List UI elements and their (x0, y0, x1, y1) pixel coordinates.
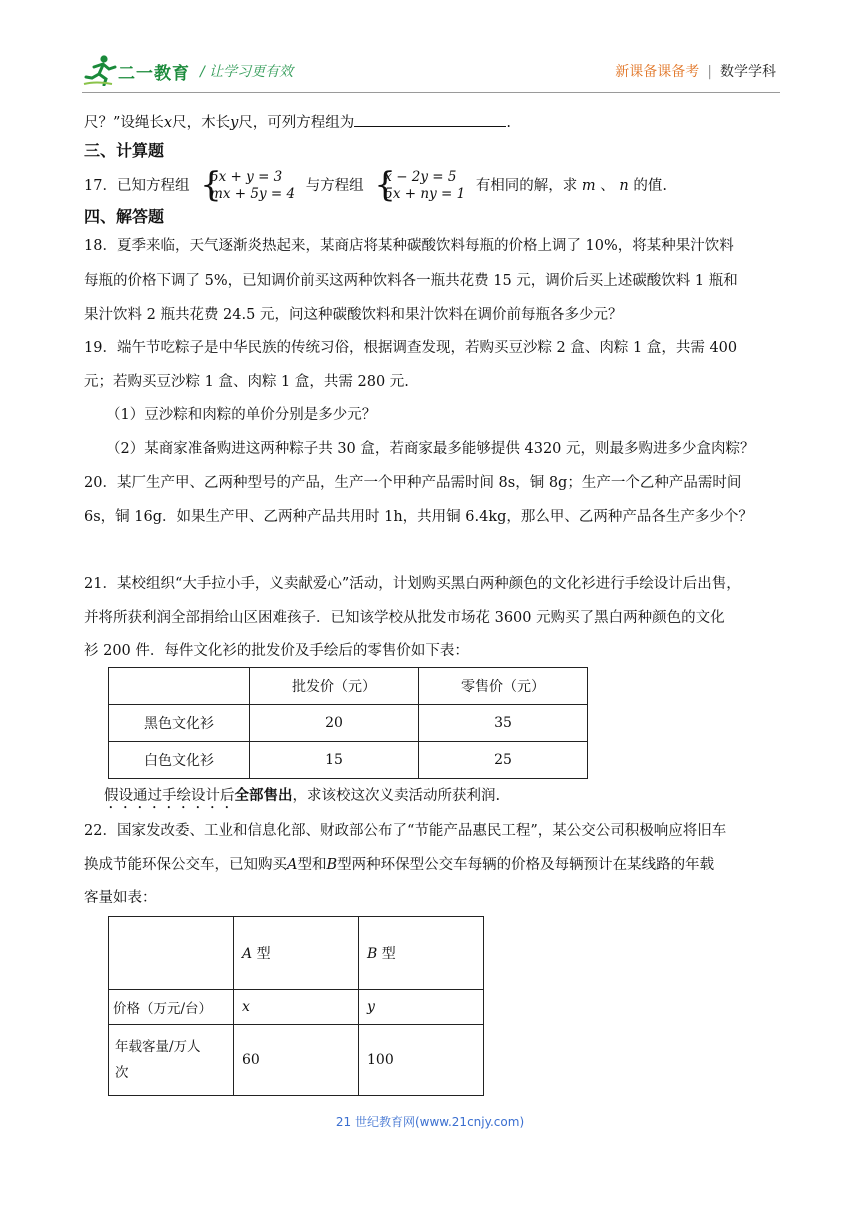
q19-line: 19．端午节吃粽子是中华民族的传统习俗，根据调查发现，若购买豆沙粽 2 盒、肉粽 1 盒，共需 400 (84, 340, 738, 356)
q16-text-2: 尺，木长 (172, 115, 231, 131)
table-cell (109, 917, 234, 990)
q17-comma: 、 (600, 178, 615, 194)
brace-icon: { (200, 165, 222, 205)
table-cell: 价格（万元/台） (109, 990, 234, 1025)
equation: 5x + y = 3 (210, 169, 283, 185)
cell-text: 型 (377, 946, 396, 962)
logo-text: 二一教育 (118, 64, 190, 84)
var-b: B (326, 857, 338, 873)
q17-mid: 与方程组 (305, 178, 364, 194)
q17 (84, 165, 667, 205)
q20-line: 6s，铜 16g．如果生产甲、乙两种产品共用时 1h，共用铜 6.4kg，那么甲、乙两种产品各生产多少个？ (84, 509, 753, 525)
page-footer[interactable]: 21 世纪教育网(www.21cnjy.com) (335, 1115, 525, 1129)
table-cell: 白色文化衫 (109, 742, 250, 779)
header-subject-label: 数学学科 (720, 64, 776, 80)
q19-subquestion: （1）豆沙粽和肉粽的单价分别是多少元？ (106, 407, 377, 423)
q17-lead: 17．已知方程组 (84, 178, 190, 194)
q22-line: 客量如表： (84, 890, 157, 906)
q21-question-text: 假设通过手绘设计后 (104, 788, 235, 804)
q22-text: 型两种环保型公交车每辆的价格及每辆预计在某线路的年载 (337, 857, 715, 873)
bus-table (108, 916, 484, 1096)
q17-end: 的值. (633, 178, 667, 194)
equation-system-2 (374, 165, 466, 205)
cell-text: 次 (115, 1065, 129, 1081)
table-row (109, 705, 588, 742)
price-table (108, 667, 588, 779)
q16-text-1: 尺？”设绳长 (84, 115, 164, 131)
table-header-row (109, 917, 484, 990)
equation-system-1 (200, 165, 296, 205)
table-cell: 35 (419, 705, 588, 742)
q16-tail (84, 112, 511, 133)
q16-text-4: . (506, 115, 511, 131)
page-header (82, 52, 782, 92)
table-row (109, 1025, 484, 1096)
q21-line: 并将所获利润全部捐给山区困难孩子．已知该学校从批发市场花 3600 元购买了黑白两种颜色的文化 (84, 610, 725, 626)
q22-text: 型和 (297, 857, 327, 873)
answer-blank[interactable] (354, 112, 506, 127)
q21-bold-text: 全部售出 (234, 788, 293, 804)
q18-line: 每瓶的价格下调了 5%，已知调价前买这两种饮料各一瓶共花费 15 元，调价后买上述碳酸饮料 1 瓶和 (84, 273, 738, 289)
table-cell (109, 1025, 234, 1096)
section-title-4: 四、解答题 (84, 207, 165, 226)
var-x: x (242, 999, 250, 1015)
q18-line: 18．夏季来临，天气逐渐炎热起来，某商店将某种碳酸饮料每瓶的价格上调了 10%，将某种果汁饮料 (84, 238, 734, 254)
table-cell: 20 (250, 705, 419, 742)
equation: x − 2y = 5 (384, 169, 457, 185)
q22-line (84, 855, 714, 875)
var-a: A (242, 946, 253, 962)
q17-tail: 有相同的解，求 (475, 178, 578, 194)
header-subject (615, 61, 776, 81)
table-cell: 15 (250, 742, 419, 779)
q16-text-3: 尺，可列方程组为 (238, 115, 355, 131)
table-cell: 黑色文化衫 (109, 705, 250, 742)
q21-line: 21．某校组织“大手拉小手，义卖献爱心”活动，计划购买黑白两种颜色的文化衫进行手绘设计后出售， (84, 576, 741, 592)
var-a: A (287, 857, 298, 873)
q21-line: 衫 200 件．每件文化衫的批发价及手绘后的零售价如下表： (84, 643, 469, 659)
table-cell: 零售价（元） (419, 668, 588, 705)
cell-text: 型 (252, 946, 271, 962)
var-m: m (581, 178, 596, 194)
cell-text: 年载客量/万人 (115, 1039, 201, 1055)
equation: 5x + ny = 1 (384, 186, 466, 202)
table-cell: 100 (359, 1025, 484, 1096)
table-row (109, 742, 588, 779)
brace-icon: { (374, 165, 396, 205)
slogan: / 让学习更有效 (200, 64, 294, 80)
header-course-label: 新课备课备考 (615, 64, 700, 80)
var-b: B (367, 946, 378, 962)
var-y: y (230, 115, 239, 131)
table-cell: 25 (419, 742, 588, 779)
q18-line: 果汁饮料 2 瓶共花费 24.5 元，问这种碳酸饮料和果汁饮料在调价前每瓶各多少元？ (84, 307, 623, 323)
q21-question (104, 786, 500, 812)
table-header-row (109, 668, 588, 705)
runner-logo-icon (82, 54, 118, 86)
var-x: x (163, 115, 173, 131)
table-cell (234, 917, 359, 990)
table-cell: 批发价（元） (250, 668, 419, 705)
var-n: n (619, 178, 629, 194)
table-cell (359, 990, 484, 1025)
q22-text: 换成节能环保公交车，已知购买 (84, 857, 287, 873)
table-cell (109, 668, 250, 705)
section-title-3: 三、计算题 (84, 141, 165, 160)
q19-subquestion: （2）某商家准备购进这两种粽子共 30 盒，若商家最多能够提供 4320 元，则最多购进多少盒肉粽？ (106, 441, 755, 457)
header-separator: | (707, 64, 712, 80)
q22-line: 22．国家发改委、工业和信息化部、财政部公布了“节能产品惠民工程”，某公交公司积极响应将旧车 (84, 823, 727, 839)
q21-question-text: ，求该校这次义卖活动所获利润. (292, 788, 501, 804)
table-cell (234, 990, 359, 1025)
q20-line: 20．某厂生产甲、乙两种型号的产品，生产一个甲种产品需时间 8s，铜 8g；生产一个乙种产品需时间 (84, 475, 742, 491)
table-cell (359, 917, 484, 990)
table-row (109, 990, 484, 1025)
q19-line: 元；若购买豆沙粽 1 盒、肉粽 1 盒，共需 280 元. (84, 374, 409, 390)
table-cell: 60 (234, 1025, 359, 1096)
header-divider (82, 92, 780, 93)
equation: mx + 5y = 4 (210, 186, 296, 202)
var-y: y (367, 999, 375, 1015)
